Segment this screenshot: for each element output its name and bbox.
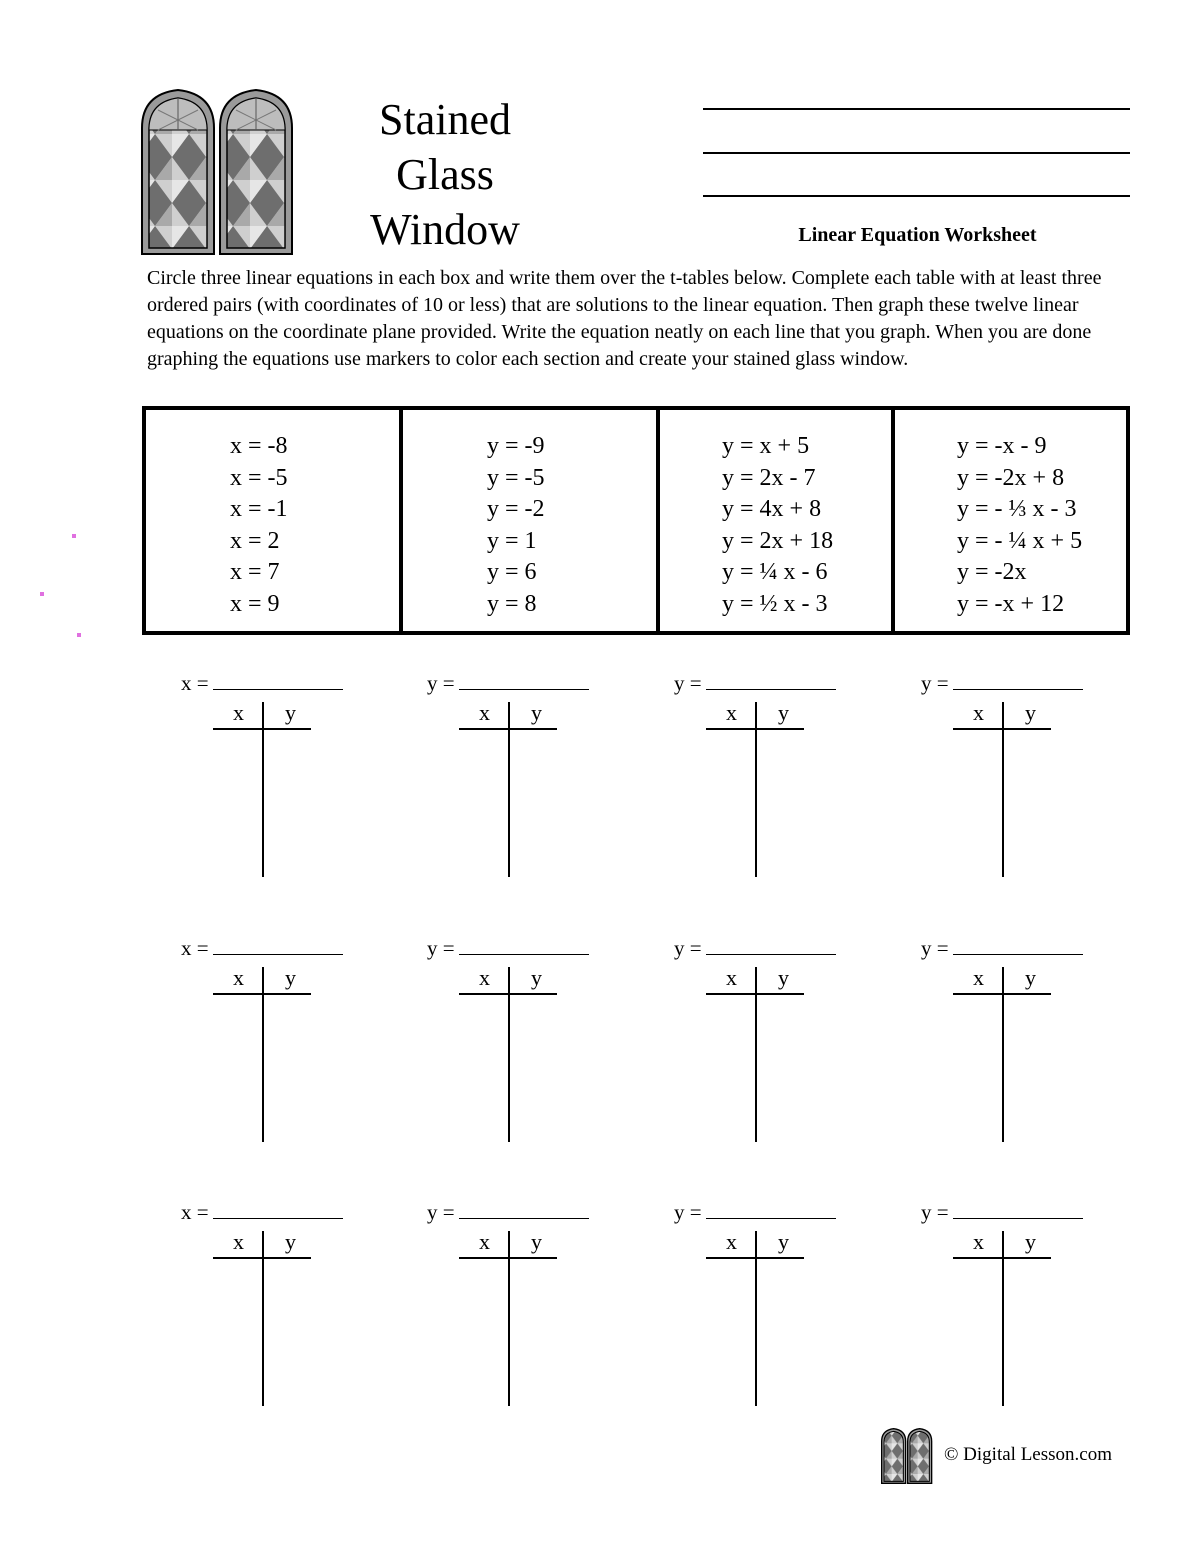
column-header-y: y — [285, 965, 296, 990]
column-header-x: x — [479, 1229, 490, 1254]
equation-option[interactable]: y = ¼ x - 6 — [722, 559, 828, 586]
equation-option[interactable]: y = -5 — [487, 464, 545, 491]
column-header-y: y — [285, 1229, 296, 1254]
equation-option[interactable]: y = -x + 12 — [957, 590, 1065, 617]
equation-label — [674, 1200, 836, 1225]
margin-dot — [77, 633, 81, 637]
stained-glass-window-icon — [138, 88, 298, 261]
equation-option[interactable]: y = x + 5 — [722, 433, 810, 459]
equation-label — [674, 671, 836, 696]
column-header-y: y — [1025, 965, 1036, 990]
margin-dot — [72, 534, 76, 538]
equation-label — [181, 1200, 343, 1225]
column-header-y: y — [778, 965, 789, 990]
equation-prefix: y = — [674, 1200, 702, 1224]
equation-prefix: x = — [181, 671, 209, 695]
period-write-line[interactable] — [703, 195, 1130, 197]
equation-option[interactable]: y = 2x - 7 — [722, 464, 816, 491]
equation-label — [921, 936, 1083, 961]
equation-label — [181, 936, 343, 961]
t-table-vertical-rule — [1002, 967, 1004, 1142]
column-header-x: x — [973, 700, 984, 725]
equation-prefix: y = — [427, 936, 455, 960]
equation-blank[interactable] — [953, 1200, 1083, 1219]
t-table-vertical-rule — [755, 702, 757, 877]
t-table — [181, 671, 381, 911]
equation-blank[interactable] — [706, 936, 836, 955]
equation-label — [674, 936, 836, 961]
equation-option[interactable]: y = -2 — [487, 496, 545, 523]
equation-option[interactable]: y = -2x + 8 — [957, 464, 1065, 491]
t-table-vertical-rule — [755, 1231, 757, 1406]
t-table-vertical-rule — [1002, 1231, 1004, 1406]
equation-option[interactable]: y = -9 — [487, 433, 545, 459]
equation-prefix: y = — [427, 1200, 455, 1224]
equation-column — [399, 410, 656, 631]
equation-option[interactable]: x = -5 — [230, 464, 288, 491]
t-table — [427, 936, 627, 1176]
equation-label — [181, 671, 343, 696]
t-table-vertical-rule — [508, 967, 510, 1142]
column-header-y: y — [1025, 1229, 1036, 1254]
equation-prefix: y = — [921, 1200, 949, 1224]
equation-blank[interactable] — [213, 1200, 343, 1219]
t-table — [674, 936, 874, 1176]
equation-option[interactable]: y = -2x — [957, 559, 1027, 586]
t-table — [427, 1200, 627, 1440]
copyright-text: © Digital Lesson.com — [944, 1444, 1112, 1465]
column-header-y: y — [778, 700, 789, 725]
title-line: Window — [370, 205, 520, 254]
worksheet-subtitle: Linear Equation Worksheet — [798, 224, 1037, 246]
equation-blank[interactable] — [213, 936, 343, 955]
t-table-vertical-rule — [508, 1231, 510, 1406]
column-header-x: x — [233, 965, 244, 990]
equation-option[interactable]: y = 8 — [487, 590, 537, 617]
equation-label — [427, 1200, 589, 1225]
column-header-y: y — [1025, 700, 1036, 725]
column-header-x: x — [973, 1229, 984, 1254]
equation-blank[interactable] — [459, 1200, 589, 1219]
column-header-x: x — [726, 700, 737, 725]
equation-prefix: x = — [181, 936, 209, 960]
t-table — [427, 671, 627, 911]
equation-option[interactable]: y = - ¼ x + 5 — [957, 527, 1083, 554]
equation-option[interactable]: y = 2x + 18 — [722, 527, 834, 554]
equation-column — [656, 410, 891, 631]
equation-blank[interactable] — [213, 671, 343, 690]
t-table-vertical-rule — [262, 702, 264, 877]
t-table — [181, 1200, 381, 1440]
t-table — [921, 936, 1121, 1176]
equation-option[interactable]: y = 6 — [487, 559, 537, 586]
t-table — [674, 1200, 874, 1440]
column-header-x: x — [233, 1229, 244, 1254]
column-header-x: x — [726, 1229, 737, 1254]
equation-blank[interactable] — [953, 936, 1083, 955]
t-table — [674, 671, 874, 911]
equation-column — [146, 410, 399, 631]
t-table — [181, 936, 381, 1176]
equation-option[interactable]: x = 9 — [230, 590, 280, 617]
t-table — [921, 1200, 1121, 1440]
column-header-x: x — [973, 965, 984, 990]
column-header-x: x — [479, 700, 490, 725]
column-header-x: x — [479, 965, 490, 990]
equation-blank[interactable] — [459, 936, 589, 955]
equation-blank[interactable] — [953, 671, 1083, 690]
equation-option[interactable]: x = -1 — [230, 496, 288, 523]
equation-option[interactable]: y = -x - 9 — [957, 433, 1047, 459]
page-title — [355, 92, 535, 257]
t-table-vertical-rule — [1002, 702, 1004, 877]
instructions: Circle three linear equations in each box and write them over the t-tables below. Complete each table with at least three ordered pairs (with coordinates of 10 or less) that are solutions to the linear equation. Then graph these twelve linear equations on the coordinate plane provided. Write the equation neatly on each line that you graph. When you are done graphing the equations use markers to color each section and create your stained glass window. — [147, 267, 1102, 370]
t-table — [921, 671, 1121, 911]
column-header-x: x — [233, 700, 244, 725]
t-table-vertical-rule — [262, 967, 264, 1142]
equation-option[interactable]: x = -8 — [230, 433, 288, 459]
margin-dot — [40, 592, 44, 596]
equation-label — [921, 1200, 1083, 1225]
t-table-vertical-rule — [262, 1231, 264, 1406]
equation-label — [921, 671, 1083, 696]
column-header-y: y — [531, 1229, 542, 1254]
t-table-vertical-rule — [755, 967, 757, 1142]
date-write-line[interactable] — [703, 152, 1130, 154]
equation-option[interactable]: y = 4x + 8 — [722, 496, 822, 523]
equation-prefix: y = — [921, 936, 949, 960]
equation-column — [891, 410, 1126, 631]
equation-label — [427, 671, 589, 696]
equation-prefix: y = — [427, 671, 455, 695]
footer-window-icon — [880, 1428, 934, 1489]
column-header-y: y — [778, 1229, 789, 1254]
equation-prefix: y = — [674, 936, 702, 960]
name-write-line[interactable] — [703, 108, 1130, 110]
equation-option[interactable]: x = 2 — [230, 527, 280, 554]
equation-option[interactable]: y = 1 — [487, 527, 537, 554]
column-header-y: y — [531, 700, 542, 725]
equation-blank[interactable] — [459, 671, 589, 690]
equation-blank[interactable] — [706, 671, 836, 690]
title-line: Stained — [379, 95, 511, 144]
column-header-y: y — [285, 700, 296, 725]
equation-blank[interactable] — [706, 1200, 836, 1219]
equation-option[interactable]: x = 7 — [230, 559, 280, 586]
equation-box — [142, 406, 1130, 635]
column-header-x: x — [726, 965, 737, 990]
equation-label — [427, 936, 589, 961]
equation-option[interactable]: y = - ⅓ x - 3 — [957, 496, 1077, 523]
t-table-vertical-rule — [508, 702, 510, 877]
equation-prefix: y = — [674, 671, 702, 695]
equation-prefix: y = — [921, 671, 949, 695]
column-header-y: y — [531, 965, 542, 990]
title-line: Glass — [396, 150, 494, 199]
equation-option[interactable]: y = ½ x - 3 — [722, 590, 828, 617]
equation-prefix: x = — [181, 1200, 209, 1224]
